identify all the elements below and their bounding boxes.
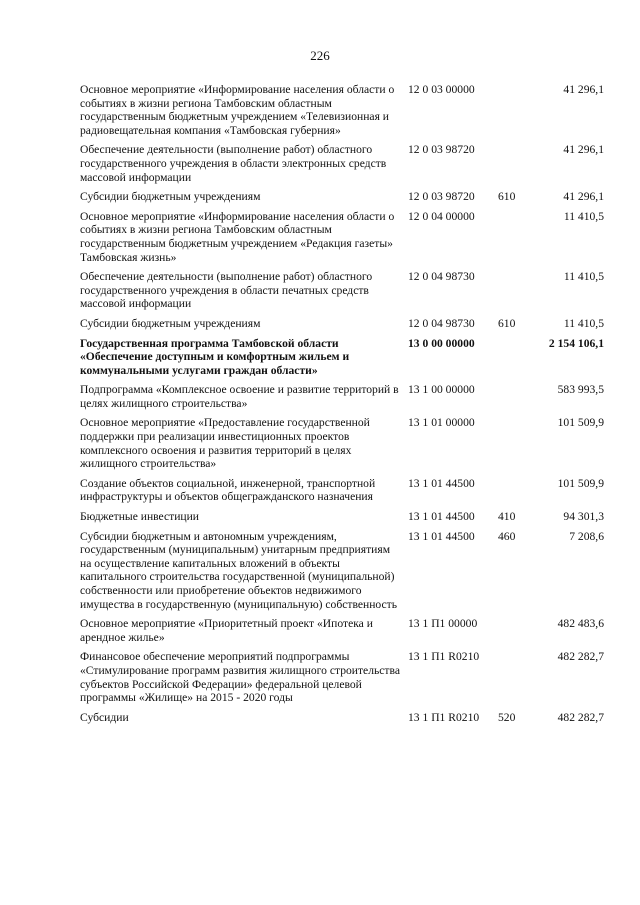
amount: 41 296,1 xyxy=(563,190,604,204)
table-row xyxy=(80,650,604,704)
target-article-code: 12 0 03 98720 xyxy=(408,190,475,204)
table-row xyxy=(80,190,604,204)
amount: 101 509,9 xyxy=(557,476,604,490)
item-name: Основное мероприятие «Информирование населения области о событиях в жизни региона Тамбовским областным государственным бюджетным учреждением «Редакция газеты» Тамбовская жизнь» xyxy=(80,209,395,264)
item-name: Подпрограмма «Комплексное освоение и развитие территорий в целях жилищного строительства» xyxy=(80,383,399,410)
target-article-code: 13 1 П1 R0210 xyxy=(408,710,480,724)
target-article-code: 12 0 04 98730 xyxy=(408,316,475,330)
target-article-code: 13 1 01 44500 xyxy=(408,510,475,524)
item-name: Государственная программа Тамбовской области «Обеспечение доступным и комфортным жильем и коммунальными услугами граждан области» xyxy=(80,336,350,377)
amount: 101 509,9 xyxy=(557,416,604,430)
expense-type-code: 610 xyxy=(498,190,516,204)
table-row xyxy=(80,416,604,470)
table-row xyxy=(80,530,604,612)
target-article-code: 12 0 04 00000 xyxy=(408,209,475,223)
item-name: Основное мероприятие «Предоставление государственной поддержки при реализации инвестиционных проектов комплексного освоения и развития территорий в целях жилищного строительства» xyxy=(80,416,370,471)
expense-type-code: 610 xyxy=(498,316,516,330)
amount: 94 301,3 xyxy=(563,510,604,524)
target-article-code: 12 0 03 98720 xyxy=(408,143,475,157)
amount: 41 296,1 xyxy=(563,143,604,157)
amount: 11 410,5 xyxy=(563,316,604,330)
expense-type-code: 520 xyxy=(498,710,516,724)
amount: 41 296,1 xyxy=(563,83,604,96)
target-article-code: 13 1 01 44500 xyxy=(408,529,475,543)
item-name: Основное мероприятие «Информирование населения области о событиях в жизни региона Тамбовским областным государственным бюджетным учреждением «Телевизионная и радиовещательная компания «Тамбовская губерния» xyxy=(80,83,395,137)
target-article-code: 12 0 03 00000 xyxy=(408,83,475,96)
target-article-code: 13 1 00 00000 xyxy=(408,383,475,397)
item-name: Создание объектов социальной, инженерной, транспортной инфраструктуры и объектов общегражданского назначения xyxy=(80,476,376,504)
target-article-code: 12 0 04 98730 xyxy=(408,270,475,284)
table-row xyxy=(80,617,604,644)
budget-table xyxy=(80,83,604,730)
item-name: Бюджетные инвестиции xyxy=(80,510,200,524)
table-row xyxy=(80,383,604,410)
table-row-program-heading xyxy=(80,337,604,378)
target-article-code: 13 1 П1 00000 xyxy=(408,617,478,631)
item-name: Субсидии бюджетным и автономным учреждениям, государственным (муниципальным) унитарным предприятиям на осуществление капитальных вложений в объекты капитального строительства государственной (муниципальной) собственности или приобретение объектов недвижимого имущества в государственную (муниципальную) собственность xyxy=(80,529,397,611)
amount: 7 208,6 xyxy=(569,529,604,543)
target-article-code: 13 1 01 00000 xyxy=(408,416,475,430)
expense-type-code: 410 xyxy=(498,510,516,524)
amount: 11 410,5 xyxy=(563,270,604,284)
item-name: Субсидии бюджетным учреждениям xyxy=(80,190,261,204)
item-name: Основное мероприятие «Приоритетный проект «Ипотека и арендное жилье» xyxy=(80,617,373,644)
amount: 482 282,7 xyxy=(557,650,604,664)
amount: 11 410,5 xyxy=(563,209,604,223)
amount: 2 154 106,1 xyxy=(548,336,604,350)
table-row xyxy=(80,711,604,725)
table-row xyxy=(80,143,604,184)
item-name: Обеспечение деятельности (выполнение работ) областного государственного учреждения в области электронных средств массовой информации xyxy=(80,143,387,184)
target-article-code: 13 1 П1 R0210 xyxy=(408,650,480,664)
table-row xyxy=(80,210,604,264)
item-name: Обеспечение деятельности (выполнение работ) областного государственного учреждения в области печатных средств массовой информации xyxy=(80,270,373,311)
table-row xyxy=(80,477,604,504)
target-article-code: 13 0 00 00000 xyxy=(408,336,475,350)
page-number: 226 xyxy=(310,48,330,63)
amount: 482 282,7 xyxy=(557,710,604,724)
table-row xyxy=(80,317,604,331)
amount: 482 483,6 xyxy=(557,617,604,631)
item-name: Субсидии бюджетным учреждениям xyxy=(80,316,261,330)
item-name: Субсидии xyxy=(80,710,129,724)
target-article-code: 13 1 01 44500 xyxy=(408,476,475,490)
table-row xyxy=(80,83,604,137)
table-row xyxy=(80,510,604,524)
table-row xyxy=(80,270,604,311)
item-name: Финансовое обеспечение мероприятий подпрограммы «Стимулирование программ развития жилищного строительства субъектов Российской Федерации» федеральной целевой программы «Жилище» на 2015 - 2020 годы xyxy=(80,650,400,705)
amount: 583 993,5 xyxy=(557,383,604,397)
expense-type-code: 460 xyxy=(498,529,516,543)
